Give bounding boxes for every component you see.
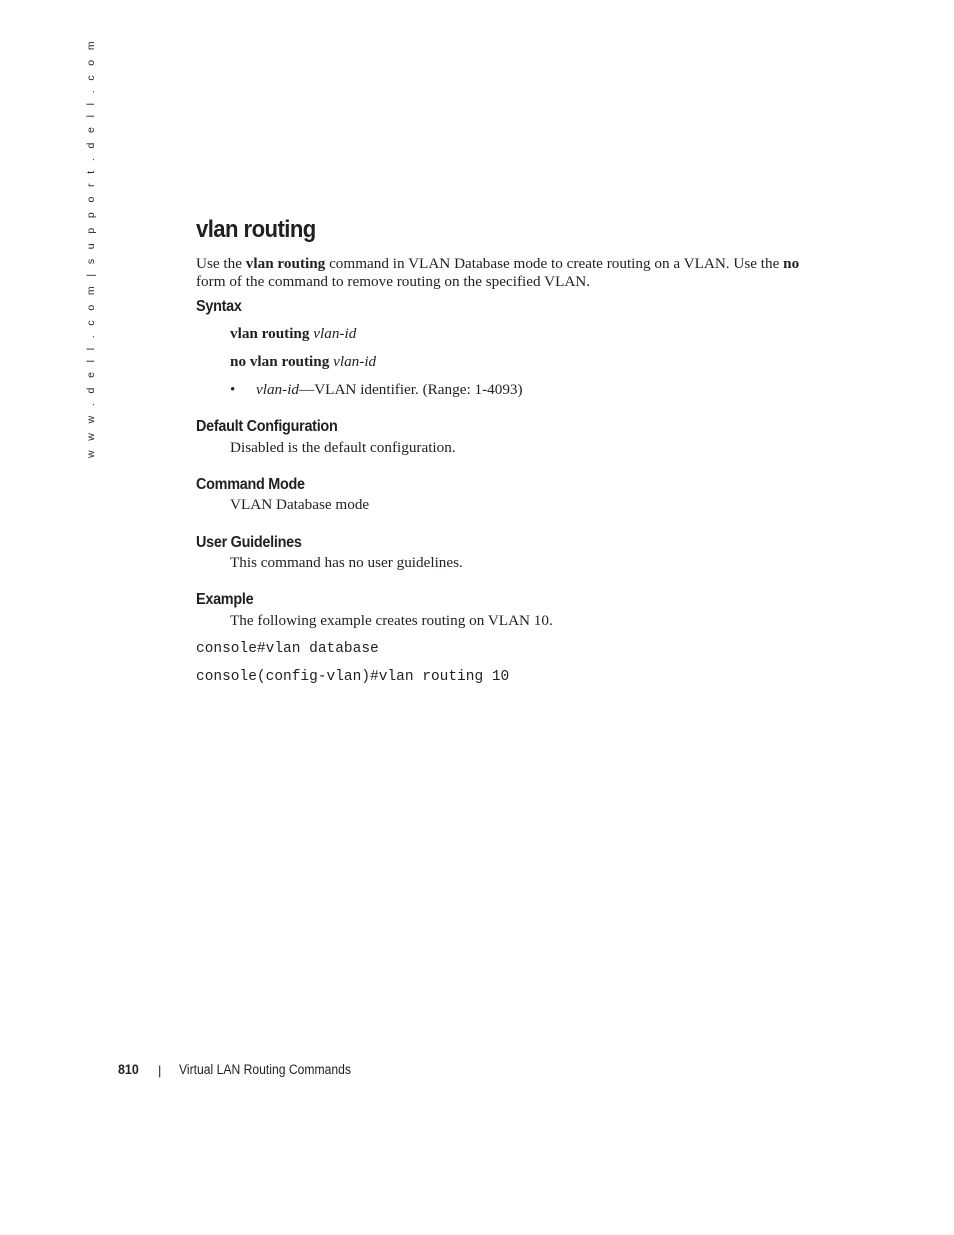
- intro-text-2: command in VLAN Database mode to create routing on a VLAN. Use the: [325, 255, 784, 272]
- intro-command-name: vlan routing: [245, 255, 326, 272]
- command-mode-text: VLAN Database mode: [230, 496, 370, 513]
- intro-paragraph: [196, 255, 822, 291]
- intro-text-1: Use the: [196, 255, 246, 272]
- example-text: The following example creates routing on VLAN 10.: [230, 612, 553, 629]
- syntax-line-1: [230, 325, 356, 343]
- default-config-text: Disabled is the default configuration.: [230, 439, 456, 456]
- user-guidelines-text: This command has no user guidelines.: [230, 554, 463, 571]
- parameter-name: vlan-id: [256, 381, 300, 398]
- intro-no-keyword: no: [783, 255, 800, 272]
- syntax-line-1-arg: vlan-id: [313, 325, 357, 342]
- footer-separator: |: [158, 1063, 162, 1078]
- syntax-line-1-command: vlan routing: [230, 325, 310, 342]
- page-number: 810: [118, 1062, 139, 1077]
- command-mode-heading: Command Mode: [196, 476, 305, 493]
- footer-section-title: Virtual LAN Routing Commands: [179, 1062, 351, 1077]
- syntax-line-2-command: no vlan routing: [230, 353, 330, 370]
- intro-text-3: form of the command to remove routing on the specified VLAN.: [196, 273, 591, 290]
- syntax-line-2-arg: vlan-id: [333, 353, 377, 370]
- page-title: vlan routing: [196, 216, 316, 243]
- syntax-heading: Syntax: [196, 298, 242, 315]
- parameter-description: —VLAN identifier. (Range: 1-4093): [299, 381, 523, 398]
- syntax-line-2: [230, 353, 376, 371]
- example-heading: Example: [196, 591, 254, 608]
- code-line-1: console#vlan database: [196, 641, 379, 657]
- code-line-2: console(config-vlan)#vlan routing 10: [196, 669, 510, 685]
- parameter-list-item: [256, 381, 523, 399]
- default-config-heading: Default Configuration: [196, 418, 338, 435]
- bullet-icon: •: [230, 382, 236, 398]
- user-guidelines-heading: User Guidelines: [196, 534, 302, 551]
- sidebar-url-text: w w w . d e l l . c o m | s u p p o r t . d e l l . c o m: [85, 37, 97, 458]
